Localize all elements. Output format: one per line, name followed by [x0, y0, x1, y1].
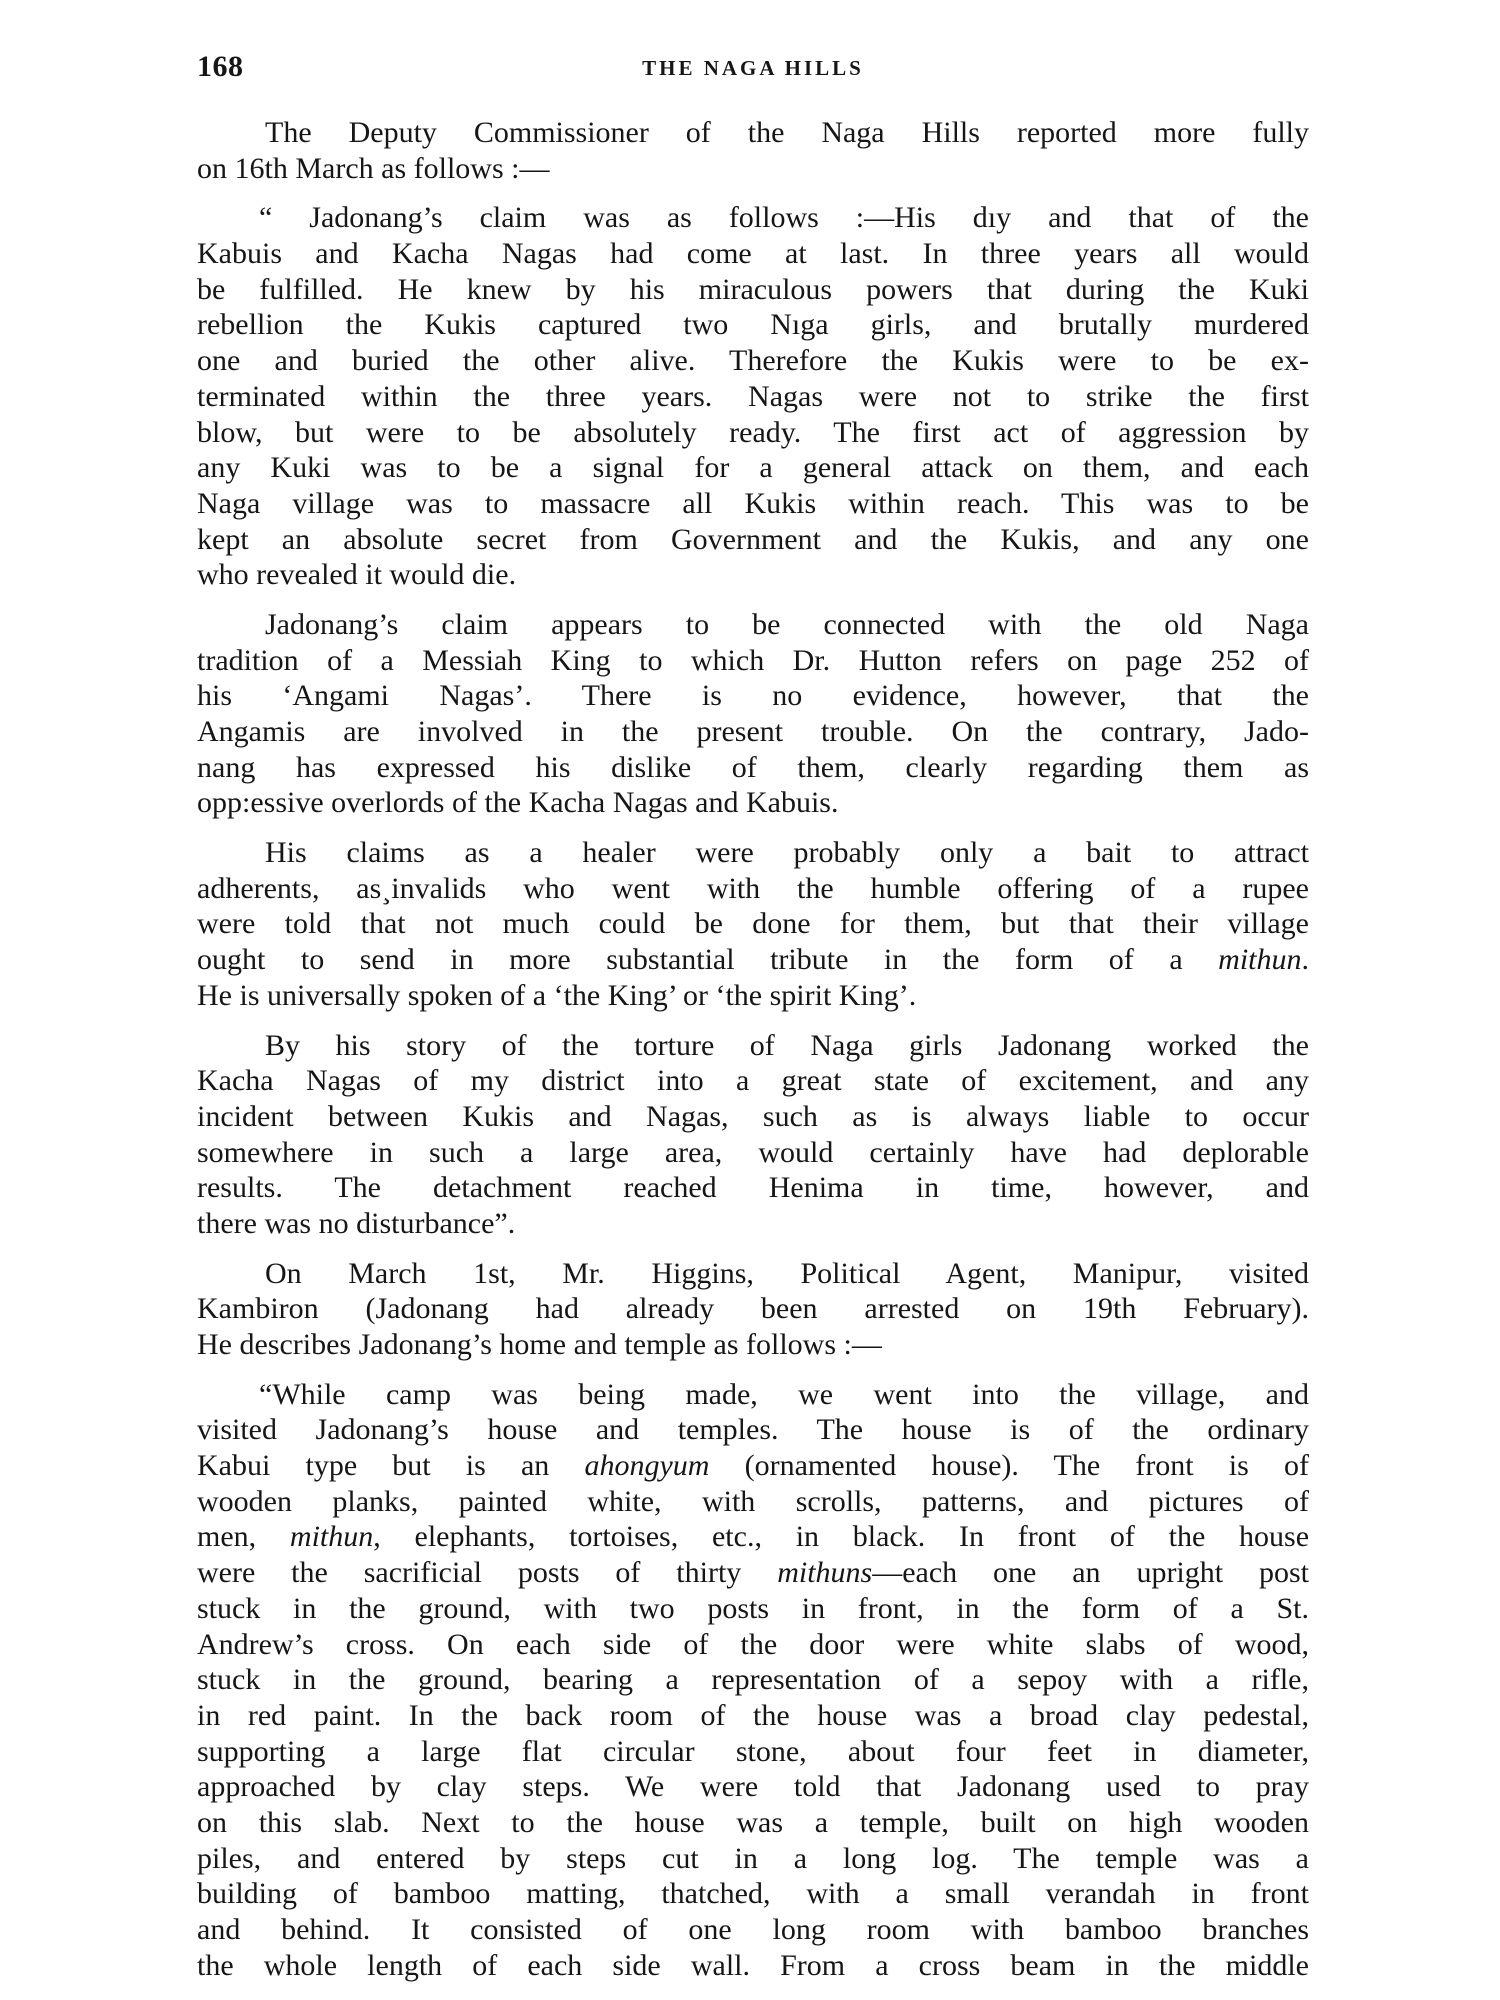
- page-number: 168: [197, 50, 244, 83]
- text-line: wooden planks, painted white, with scrolls, patterns, and pictures of: [197, 1484, 1309, 1518]
- paragraph: [197, 115, 1309, 186]
- text-line: and behind. It consisted of one long room with bamboo branches: [197, 1913, 1309, 1946]
- body-text: [197, 115, 1309, 1997]
- text-line: incident between Kukis and Nagas, such as is always liable to occur: [197, 1099, 1309, 1133]
- text-line: Kabui type but is an ahongyum (ornamented house). The front is of: [197, 1449, 1309, 1483]
- text-line: the whole length of each side wall. From a cross beam in the middle: [197, 1948, 1309, 1982]
- text-line: stuck in the ground, with two posts in front, in the form of a St.: [197, 1591, 1309, 1625]
- paragraph: [197, 1028, 1309, 1242]
- text-line: “While camp was being made, we went into the village, and: [259, 1377, 1309, 1411]
- text-line: somewhere in such a large area, would certainly have had deplorable: [197, 1135, 1309, 1169]
- text-line: He describes Jadonang’s home and temple as follows :—: [197, 1328, 882, 1361]
- running-title: THE NAGA HILLS: [642, 56, 864, 80]
- text-line: Kambiron (Jadonang had already been arrested on 19th February).: [197, 1292, 1309, 1326]
- text-line: were the sacrificial posts of thirty mithuns—each one an upright post: [197, 1556, 1309, 1590]
- text-line: By his story of the torture of Naga girls Jadonang worked the: [265, 1028, 1309, 1062]
- text-line: who revealed it would die.: [197, 558, 517, 592]
- paragraph: [197, 200, 1309, 593]
- text-line: Naga village was to massacre all Kukis within reach. This was to be: [197, 486, 1309, 520]
- text-line: nang has expressed his dislike of them, clearly regarding them as: [197, 750, 1309, 784]
- text-line: stuck in the ground, bearing a representation of a sepoy with a rifle,: [197, 1663, 1309, 1697]
- text-line: adherents, as¸invalids who went with the humble offering of a rupee: [197, 871, 1309, 905]
- text-line: piles, and entered by steps cut in a long log. The temple was a: [197, 1841, 1309, 1875]
- page-header: [197, 50, 1309, 90]
- text-line: On March 1st, Mr. Higgins, Political Agent, Manipur, visited: [265, 1256, 1309, 1290]
- text-line: building of bamboo matting, thatched, with a small verandah in front: [197, 1877, 1309, 1911]
- text-line: in red paint. In the back room of the house was a broad clay pedestal,: [197, 1698, 1309, 1732]
- text-line: any Kuki was to be a signal for a general attack on them, and each: [197, 451, 1309, 485]
- text-line: on 16th March as follows :—: [197, 151, 550, 185]
- text-line: there was no disturbance”.: [197, 1206, 516, 1240]
- text-line: be fulfilled. He knew by his miraculous powers that during the Kuki: [197, 272, 1309, 306]
- text-line: tradition of a Messiah King to which Dr. Hutton refers on page 252 of: [197, 643, 1309, 677]
- text-line: Jadonang’s claim appears to be connected with the old Naga: [265, 607, 1309, 641]
- text-line: The Deputy Commissioner of the Naga Hills reported more fully: [265, 116, 1309, 149]
- text-line: men, mithun, elephants, tortoises, etc., in black. In front of the house: [197, 1520, 1310, 1554]
- paragraph: [197, 835, 1309, 1013]
- text-line: ought to send in more substantial tribute in the form of a mithun.: [197, 943, 1309, 977]
- text-line: Kabuis and Kacha Nagas had come at last. In three years all would: [197, 237, 1309, 271]
- text-line: “ Jadonang’s claim was as follows :—His dıy and that of the: [259, 201, 1309, 235]
- text-line: approached by clay steps. We were told that Jadonang used to pray: [197, 1770, 1309, 1804]
- text-line: rebellion the Kukis captured two Nıga girls, and brutally murdered: [197, 308, 1309, 342]
- text-line: kept an absolute secret from Government and the Kukis, and any one: [197, 522, 1309, 556]
- text-line: on this slab. Next to the house was a temple, built on high wooden: [197, 1805, 1309, 1839]
- text-line: Angamis are involved in the present trouble. On the contrary, Jado-: [197, 715, 1309, 748]
- text-line: his ‘Angami Nagas’. There is no evidence, however, that the: [197, 679, 1309, 713]
- text-line: opp:essive overlords of the Kacha Nagas and Kabuis.: [197, 786, 839, 820]
- paragraph: [197, 607, 1309, 821]
- text-line: one and buried the other alive. Therefore the Kukis were to be ex-: [197, 344, 1309, 378]
- text-line: Kacha Nagas of my district into a great state of excitement, and any: [197, 1064, 1309, 1098]
- text-line: He is universally spoken of a ‘the King’ or ‘the spirit King’.: [197, 978, 917, 1012]
- paragraph: [197, 1377, 1309, 1984]
- text-line: His claims as a healer were probably only a bait to attract: [265, 836, 1309, 870]
- text-line: supporting a large flat circular stone, about four feet in diameter,: [197, 1734, 1309, 1768]
- text-line: terminated within the three years. Nagas were not to strike the first: [197, 379, 1309, 413]
- text-line: were told that not much could be done for them, but that their village: [197, 907, 1309, 941]
- text-line: results. The detachment reached Henima in time, however, and: [197, 1171, 1309, 1205]
- text-line: visited Jadonang’s house and temples. The house is of the ordinary: [197, 1413, 1309, 1447]
- paragraph: [197, 1256, 1309, 1363]
- text-line: Andrew’s cross. On each side of the door were white slabs of wood,: [197, 1627, 1309, 1661]
- text-line: blow, but were to be absolutely ready. The first act of aggression by: [197, 415, 1309, 449]
